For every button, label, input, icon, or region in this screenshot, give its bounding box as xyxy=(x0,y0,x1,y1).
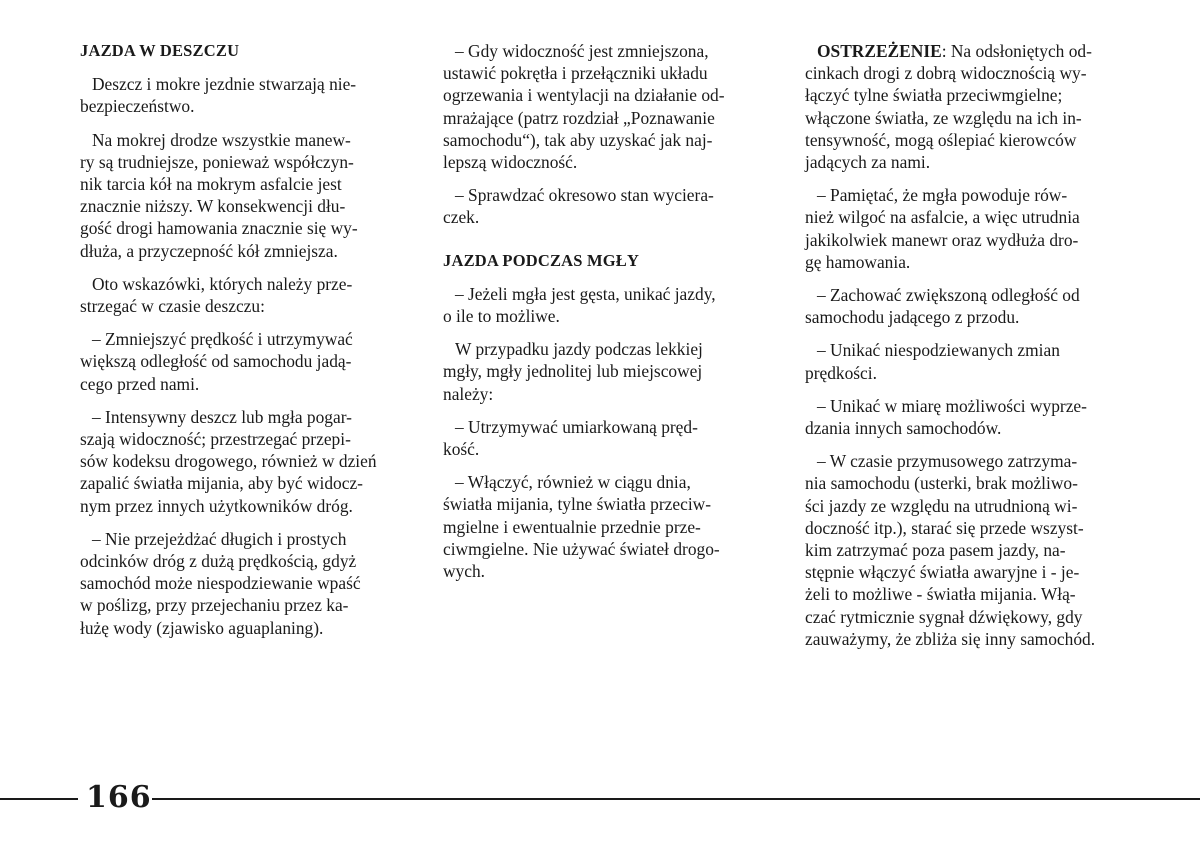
list-item: – Pamiętać, że mgła powoduje rów- nież wilgoć na asfalcie, a więc utrudnia jakikolwiek manewr oraz wydłuża dro- gę hamowania. xyxy=(805,185,1080,272)
warning-label: OSTRZEŻENIE xyxy=(817,41,942,61)
paragraph: Na mokrej drodze wszystkie manew- ry są trudniejsze, ponieważ współczyn- nik tarcia kół na mokrym asfalcie jest znacznie niższy. W konsekwencji dłu- gość drogi hamowania znacznie się wy- dłuża, a przyczepność kół zmniejsza. xyxy=(80,129,358,261)
paragraph: W przypadku jazdy podczas lekkiej mgły, mgły jednolitej lub miejscowej należy: xyxy=(443,339,703,404)
list-item: – Intensywny deszcz lub mgła pogar- szają widoczność; przestrzegać przepi- sów kodeksu drogowego, również w dzień zapalić światła mijania, aby być widocz- nym przez innych użytkowników dróg. xyxy=(80,406,377,516)
list-item: – Unikać niespodziewanych zmian prędkości. xyxy=(805,340,1060,383)
warning-paragraph xyxy=(805,40,1121,173)
list-item: – Jeżeli mgła jest gęsta, unikać jazdy, o ile to możliwe. xyxy=(443,283,716,327)
list-item: – Włączyć, również w ciągu dnia, światła mijania, tylne światła przeciw- mgielne i ewentualnie przednie prze- ciwmgielne. Nie używać świateł drogo- wych. xyxy=(443,472,720,582)
page-number: 166 xyxy=(86,780,152,815)
footer-rule-right xyxy=(152,798,1200,800)
column-2 xyxy=(443,40,759,593)
list-item: – Gdy widoczność jest zmniejszona, ustawić pokrętła i przełączniki układu ogrzewania i wentylacji na działanie od- mrażające (patrz rozdział „Poznawanie samochodu“), tak aby uzyskać jak naj- lepszą widoczność. xyxy=(443,41,725,173)
section-heading-fog: JAZDA PODCZAS MGŁY xyxy=(443,250,640,270)
list-item: – Utrzymywać umiarkowaną pręd- kość. xyxy=(443,416,698,460)
section-heading-rain: JAZDA W DESZCZU xyxy=(80,41,240,60)
list-item: – Zmniejszyć prędkość i utrzymywać większą odległość od samochodu jadą- cego przed nami. xyxy=(80,329,353,394)
footer-rule-left xyxy=(0,798,78,800)
warning-text: : Na odsłoniętych od- cinkach drogi z dobrą widocznością wy- łączyć tylne światła przeciwmgielne; włączone światła, ze względu na ich in- tensywność, mogą oślepiać kierowców jadących za nami. xyxy=(805,41,1092,173)
column-1 xyxy=(80,40,396,650)
list-item: – W czasie przymusowego zatrzyma- nia samochodu (usterki, brak możliwo- ści jazdy ze względu na utrudnioną wi- doczność itp.), starać się przede wszyst- kim zatrzymać poza pasem jazdy, na- stępnie włączyć światła awaryjne i - je- żeli to możliwe - światła mijania. Włą- czać rytmicznie sygnał dźwiękowy, gdy zauważymy, że zbliża się inny samochód. xyxy=(805,451,1096,649)
list-item: – Unikać w miarę możliwości wyprze- dzania innych samochodów. xyxy=(805,395,1087,439)
paragraph: Deszcz i mokre jezdnie stwarzają nie- bezpieczeństwo. xyxy=(80,74,357,117)
paragraph: Oto wskazówki, których należy prze- strzegać w czasie deszczu: xyxy=(80,273,353,317)
list-item: – Zachować zwiększoną odległość od samochodu jadącego z przodu. xyxy=(805,285,1080,328)
column-3 xyxy=(805,40,1121,661)
list-item: – Nie przejeżdżać długich i prostych odcinków dróg z dużą prędkością, gdyż samochód może niespodziewanie wpaść w poślizg, przy przejechaniu przez ka- łużę wody (zjawisko aguaplaning). xyxy=(80,528,361,638)
list-item: – Sprawdzać okresowo stan wyciera- czek. xyxy=(443,185,714,228)
